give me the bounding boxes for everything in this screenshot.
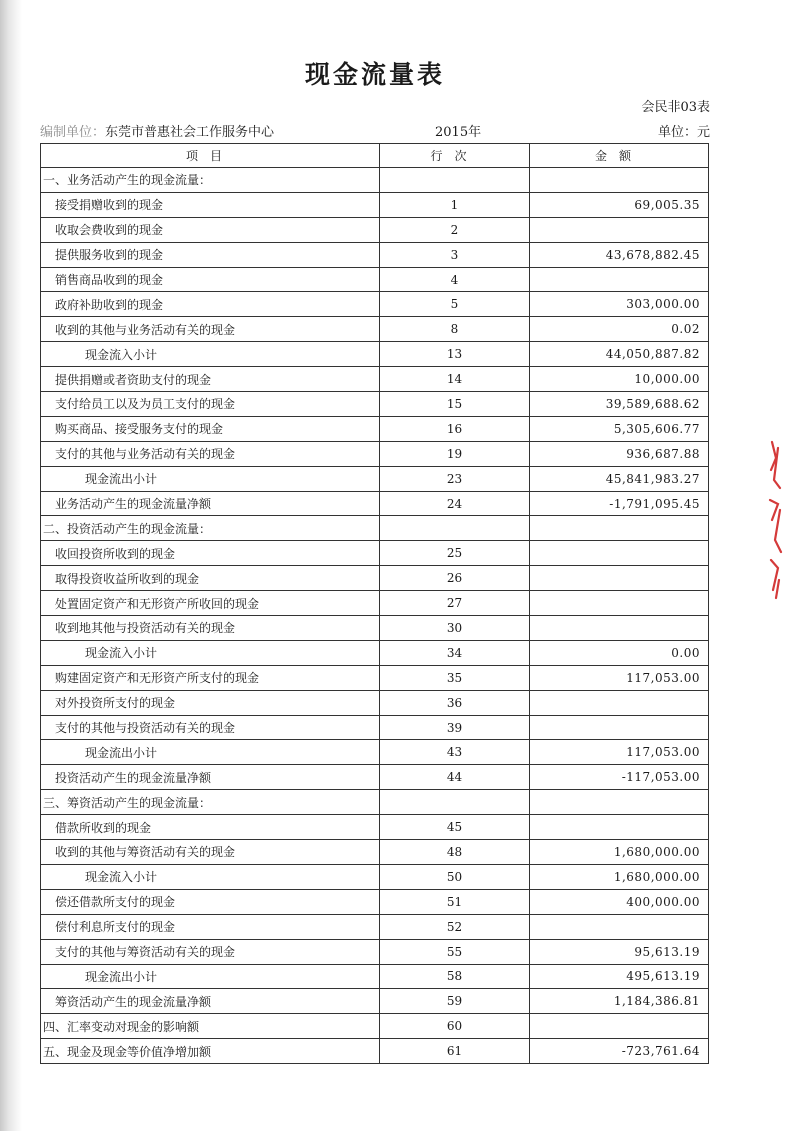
row-line-number: 27 xyxy=(380,591,530,616)
row-line-number: 8 xyxy=(380,317,530,342)
row-line-number: 19 xyxy=(380,441,530,466)
table-row xyxy=(41,217,709,242)
row-item-label: 处置固定资产和无形资产所收回的现金 xyxy=(41,591,380,616)
row-line-number: 26 xyxy=(380,566,530,591)
row-line-number: 52 xyxy=(380,914,530,939)
row-item-label: 筹资活动产生的现金流量净额 xyxy=(41,989,380,1014)
table-row xyxy=(41,889,709,914)
row-amount: 303,000.00 xyxy=(530,292,709,317)
row-amount: 43,678,882.45 xyxy=(530,242,709,267)
table-row xyxy=(41,864,709,889)
row-amount: -1,791,095.45 xyxy=(530,491,709,516)
row-amount: 400,000.00 xyxy=(530,889,709,914)
table-row xyxy=(41,616,709,641)
row-item-label: 取得投资收益所收到的现金 xyxy=(41,566,380,591)
table-row xyxy=(41,441,709,466)
row-amount xyxy=(530,516,709,541)
row-line-number: 14 xyxy=(380,367,530,392)
row-amount xyxy=(530,217,709,242)
document-page xyxy=(40,0,710,1131)
row-item-label: 五、现金及现金等价值净增加额 xyxy=(41,1039,380,1064)
table-row xyxy=(41,989,709,1014)
row-line-number: 13 xyxy=(380,342,530,367)
row-item-label: 收取会费收到的现金 xyxy=(41,217,380,242)
row-item-label: 现金流出小计 xyxy=(41,964,380,989)
row-line-number: 34 xyxy=(380,640,530,665)
row-amount: 10,000.00 xyxy=(530,367,709,392)
currency-unit: 单位：元 xyxy=(657,125,710,140)
row-item-label: 三、筹资活动产生的现金流量： xyxy=(41,790,380,815)
row-amount xyxy=(530,168,709,193)
row-item-label: 销售商品收到的现金 xyxy=(41,267,380,292)
table-row xyxy=(41,690,709,715)
row-amount: 117,053.00 xyxy=(530,740,709,765)
row-amount: 0.00 xyxy=(530,640,709,665)
row-line-number: 23 xyxy=(380,466,530,491)
row-amount xyxy=(530,715,709,740)
row-amount: 1,680,000.00 xyxy=(530,864,709,889)
row-amount: 1,184,386.81 xyxy=(530,989,709,1014)
row-amount: 936,687.88 xyxy=(530,441,709,466)
table-row xyxy=(41,367,709,392)
row-line-number: 2 xyxy=(380,217,530,242)
row-amount: 69,005.35 xyxy=(530,192,709,217)
row-item-label: 提供服务收到的现金 xyxy=(41,242,380,267)
meta-row xyxy=(40,121,710,141)
table-row xyxy=(41,342,709,367)
row-amount: 5,305,606.77 xyxy=(530,416,709,441)
row-amount: 44,050,887.82 xyxy=(530,342,709,367)
row-item-label: 政府补助收到的现金 xyxy=(41,292,380,317)
column-header-line: 行次 xyxy=(380,144,530,168)
preparing-unit xyxy=(40,121,274,140)
row-line-number: 59 xyxy=(380,989,530,1014)
row-line-number: 61 xyxy=(380,1039,530,1064)
table-row xyxy=(41,292,709,317)
column-header-amount: 金额 xyxy=(530,144,709,168)
row-line-number: 44 xyxy=(380,765,530,790)
row-amount: -723,761.64 xyxy=(530,1039,709,1064)
row-item-label: 支付的其他与投资活动有关的现金 xyxy=(41,715,380,740)
table-row xyxy=(41,815,709,840)
row-item-label: 现金流入小计 xyxy=(41,640,380,665)
row-amount xyxy=(530,267,709,292)
table-row xyxy=(41,939,709,964)
row-line-number: 50 xyxy=(380,864,530,889)
row-item-label: 支付的其他与业务活动有关的现金 xyxy=(41,441,380,466)
table-row xyxy=(41,168,709,193)
row-line-number: 5 xyxy=(380,292,530,317)
row-line-number: 51 xyxy=(380,889,530,914)
row-line-number: 35 xyxy=(380,665,530,690)
row-amount xyxy=(530,690,709,715)
preparing-unit-label: 编制单位： xyxy=(40,125,106,140)
row-item-label: 接受捐赠收到的现金 xyxy=(41,192,380,217)
table-row xyxy=(41,790,709,815)
row-line-number: 36 xyxy=(380,690,530,715)
row-line-number: 45 xyxy=(380,815,530,840)
row-line-number: 30 xyxy=(380,616,530,641)
table-row xyxy=(41,267,709,292)
row-line-number: 58 xyxy=(380,964,530,989)
row-item-label: 购买商品、接受服务支付的现金 xyxy=(41,416,380,441)
row-item-label: 四、汇率变动对现金的影响额 xyxy=(41,1014,380,1039)
row-line-number: 25 xyxy=(380,541,530,566)
row-line-number: 15 xyxy=(380,392,530,417)
row-item-label: 借款所收到的现金 xyxy=(41,815,380,840)
table-row xyxy=(41,416,709,441)
row-line-number: 60 xyxy=(380,1014,530,1039)
row-item-label: 业务活动产生的现金流量净额 xyxy=(41,491,380,516)
row-item-label: 收到地其他与投资活动有关的现金 xyxy=(41,616,380,641)
row-item-label: 支付给员工以及为员工支付的现金 xyxy=(41,392,380,417)
row-amount: 117,053.00 xyxy=(530,665,709,690)
row-line-number xyxy=(380,516,530,541)
table-row xyxy=(41,665,709,690)
scan-binding-shadow xyxy=(0,0,22,1131)
row-amount: 0.02 xyxy=(530,317,709,342)
row-amount xyxy=(530,790,709,815)
table-row xyxy=(41,491,709,516)
row-amount xyxy=(530,815,709,840)
row-amount xyxy=(530,914,709,939)
table-row xyxy=(41,765,709,790)
row-amount: 1,680,000.00 xyxy=(530,840,709,865)
table-row xyxy=(41,715,709,740)
table-row xyxy=(41,1014,709,1039)
table-header-row xyxy=(41,144,709,168)
row-line-number: 3 xyxy=(380,242,530,267)
row-line-number: 16 xyxy=(380,416,530,441)
table-row xyxy=(41,192,709,217)
row-item-label: 偿付利息所支付的现金 xyxy=(41,914,380,939)
row-amount xyxy=(530,591,709,616)
row-item-label: 收到的其他与筹资活动有关的现金 xyxy=(41,840,380,865)
row-amount: 45,841,983.27 xyxy=(530,466,709,491)
preparing-unit-name: 东莞市普惠社会工作服务中心 xyxy=(105,125,275,140)
table-row xyxy=(41,541,709,566)
page-title: 现金流量表 xyxy=(304,60,445,89)
row-item-label: 支付的其他与筹资活动有关的现金 xyxy=(41,939,380,964)
row-item-label: 投资活动产生的现金流量净额 xyxy=(41,765,380,790)
table-row xyxy=(41,591,709,616)
red-stamp-mark xyxy=(766,440,788,600)
report-year: 2015年 xyxy=(435,125,482,140)
form-code: 会民非03表 xyxy=(641,100,710,115)
row-amount: 95,613.19 xyxy=(530,939,709,964)
table-row xyxy=(41,242,709,267)
table-row xyxy=(41,840,709,865)
table-row xyxy=(41,466,709,491)
row-amount: -117,053.00 xyxy=(530,765,709,790)
row-line-number xyxy=(380,790,530,815)
row-amount xyxy=(530,616,709,641)
table-row xyxy=(41,964,709,989)
row-item-label: 二、投资活动产生的现金流量： xyxy=(41,516,380,541)
row-line-number: 4 xyxy=(380,267,530,292)
row-item-label: 现金流入小计 xyxy=(41,342,380,367)
row-item-label: 购建固定资产和无形资产所支付的现金 xyxy=(41,665,380,690)
row-line-number: 48 xyxy=(380,840,530,865)
table-row xyxy=(41,640,709,665)
table-row xyxy=(41,317,709,342)
table-row xyxy=(41,392,709,417)
row-line-number: 55 xyxy=(380,939,530,964)
row-item-label: 对外投资所支付的现金 xyxy=(41,690,380,715)
row-line-number: 1 xyxy=(380,192,530,217)
row-item-label: 一、业务活动产生的现金流量： xyxy=(41,168,380,193)
row-item-label: 偿还借款所支付的现金 xyxy=(41,889,380,914)
row-amount: 39,589,688.62 xyxy=(530,392,709,417)
cash-flow-table xyxy=(40,143,709,1064)
row-item-label: 收到的其他与业务活动有关的现金 xyxy=(41,317,380,342)
row-amount xyxy=(530,541,709,566)
row-item-label: 现金流出小计 xyxy=(41,740,380,765)
row-amount xyxy=(530,566,709,591)
row-item-label: 现金流出小计 xyxy=(41,466,380,491)
row-line-number: 43 xyxy=(380,740,530,765)
table-row xyxy=(41,1039,709,1064)
row-item-label: 现金流入小计 xyxy=(41,864,380,889)
row-item-label: 收回投资所收到的现金 xyxy=(41,541,380,566)
row-item-label: 提供捐赠或者资助支付的现金 xyxy=(41,367,380,392)
row-line-number: 24 xyxy=(380,491,530,516)
table-row xyxy=(41,566,709,591)
row-amount xyxy=(530,1014,709,1039)
row-amount: 495,613.19 xyxy=(530,964,709,989)
table-row xyxy=(41,740,709,765)
table-row xyxy=(41,516,709,541)
row-line-number: 39 xyxy=(380,715,530,740)
row-line-number xyxy=(380,168,530,193)
column-header-item: 项目 xyxy=(41,144,380,168)
table-row xyxy=(41,914,709,939)
